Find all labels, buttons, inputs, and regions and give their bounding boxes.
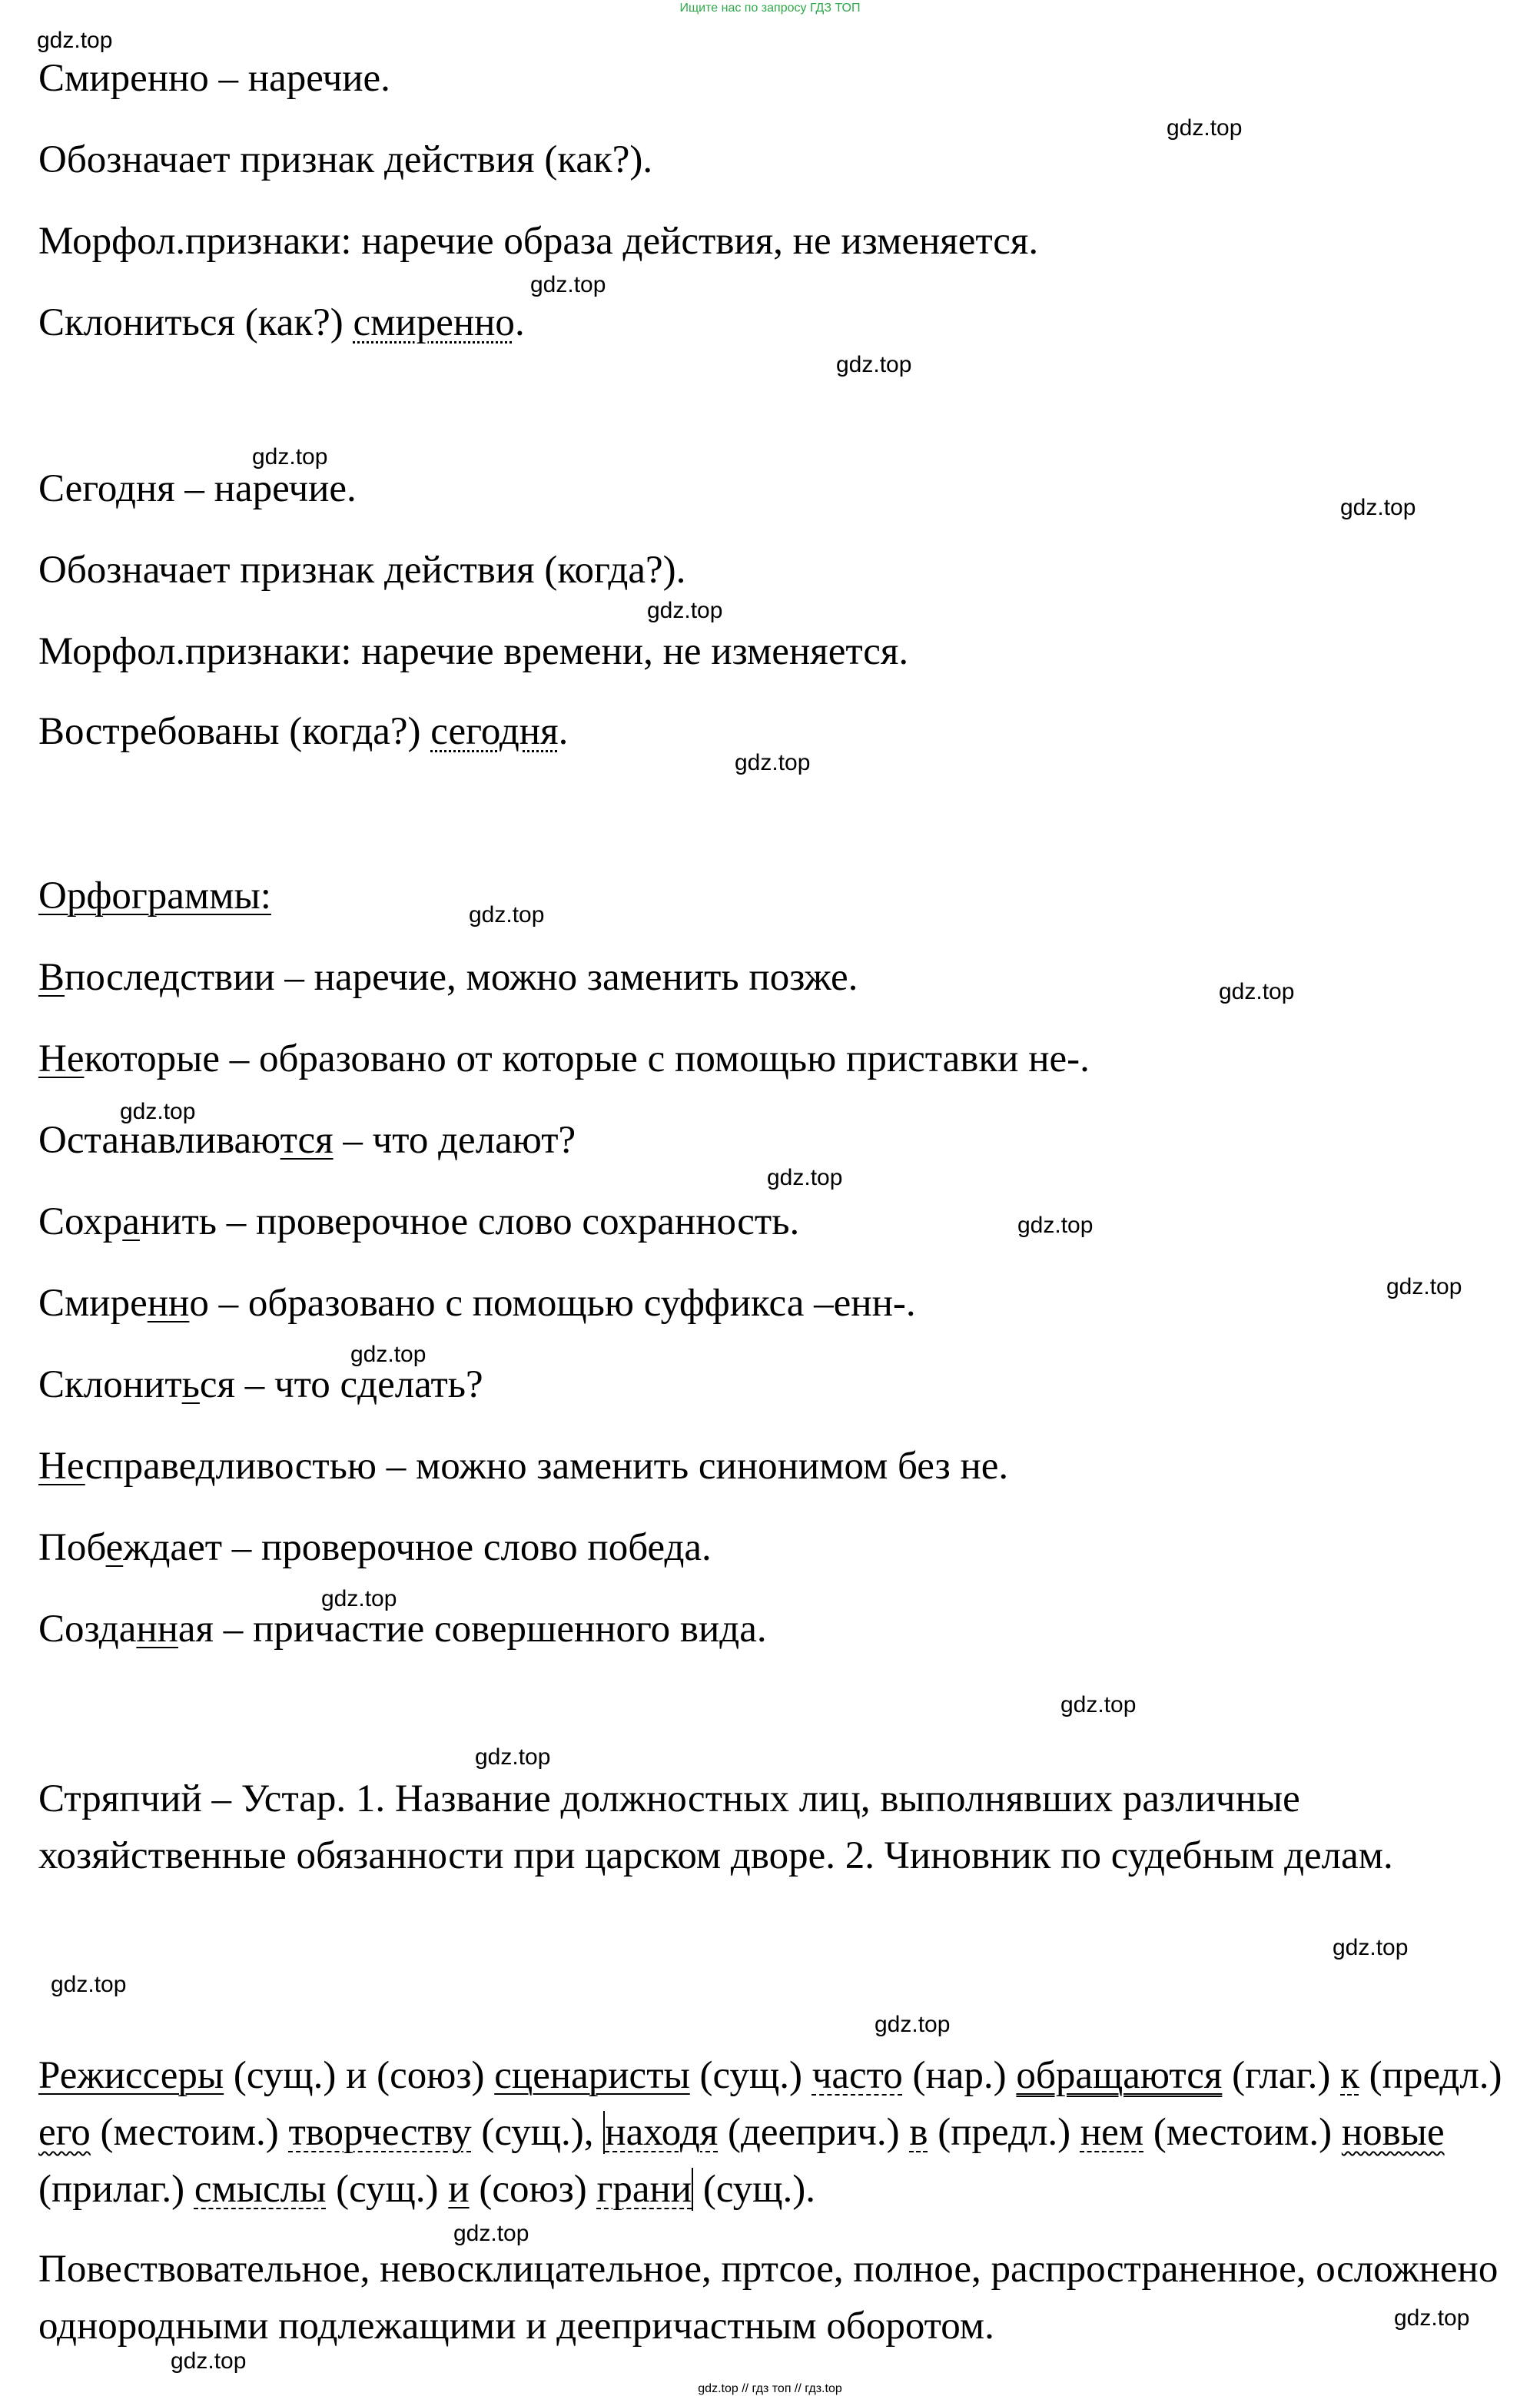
- pos-label: (сущ.): [326, 2168, 449, 2211]
- orthogram-row: [38, 1280, 916, 1326]
- pos-label: (сущ.) и (союз): [224, 2054, 495, 2097]
- pos-label: (предл.): [1359, 2054, 1502, 2097]
- watermark: gdz.top: [120, 1099, 196, 1124]
- adverbial-word: в: [909, 2111, 928, 2154]
- orthogram-mark: Не: [38, 1037, 85, 1080]
- pos-label: (дееприч.): [718, 2111, 910, 2154]
- text-segment: ая – причастие совершенного вида.: [178, 1608, 767, 1651]
- orthogram-row: [38, 1117, 576, 1163]
- text-segment: Созда: [38, 1608, 137, 1651]
- watermark: gdz.top: [836, 352, 912, 377]
- pos-label: (сущ.),: [471, 2111, 604, 2154]
- text-segment: Склонит: [38, 1363, 182, 1406]
- pos-label: (прилаг.): [38, 2168, 194, 2211]
- header-note: Ищите нас по запросу ГДЗ ТОП: [679, 2, 861, 15]
- orthogram-mark: В: [38, 956, 65, 999]
- pos-label: (сущ.).: [693, 2168, 816, 2211]
- attribute-word: новые: [1341, 2111, 1445, 2154]
- text-segment: последствии – наречие, можно заменить позже.: [65, 956, 858, 999]
- text-segment: Смире: [38, 1282, 148, 1325]
- text-segment: которые – образовано от которые с помощью приставки не-.: [84, 1037, 1090, 1080]
- watermark: gdz.top: [1333, 1935, 1409, 1960]
- adverbial-word: нем: [1080, 2111, 1144, 2154]
- definition-paragraph: Стряпчий – Устар. 1. Название должностных лиц, выполнявших различные хозяйственные обязанности при царском дворе. 2. Чиновник по судебным делам.: [38, 1777, 1393, 1877]
- text-line: Обозначает признак действия (когда?).: [38, 549, 686, 592]
- orthogram-mark: е: [105, 1526, 124, 1569]
- watermark: gdz.top: [469, 902, 545, 928]
- text-segment: – что делают?: [333, 1119, 576, 1162]
- watermark: gdz.top: [647, 598, 723, 623]
- text-segment: .: [514, 301, 525, 344]
- adverb-word: сегодня: [430, 710, 559, 753]
- watermark: gdz.top: [735, 750, 811, 775]
- watermark: gdz.top: [1219, 979, 1295, 1004]
- adverbial-word: часто: [811, 2054, 903, 2097]
- watermark: gdz.top: [530, 272, 606, 297]
- orthogram-mark: нн: [136, 1608, 178, 1651]
- text-segment: .: [558, 710, 569, 753]
- orthogram-row: [38, 1362, 483, 1408]
- orthogram-row: [38, 954, 858, 1001]
- text-segment: Склониться (как?): [38, 301, 353, 344]
- orthogram-row: [38, 1606, 767, 1652]
- object-word: грани: [596, 2168, 692, 2211]
- watermark: gdz.top: [171, 2348, 247, 2374]
- watermark: gdz.top: [1386, 1274, 1462, 1299]
- orthogram-row: [38, 1199, 799, 1245]
- pos-label: (сущ.): [689, 2054, 812, 2097]
- pos-label: (местоим.): [90, 2111, 289, 2154]
- watermark: gdz.top: [350, 1342, 426, 1367]
- watermark: gdz.top: [37, 28, 113, 53]
- object-word: смыслы: [194, 2168, 327, 2211]
- watermark: gdz.top: [1167, 115, 1243, 141]
- text-line: Сегодня – наречие.: [38, 467, 357, 510]
- text-segment: Останавливаю: [38, 1119, 280, 1162]
- watermark: gdz.top: [1340, 495, 1416, 520]
- text-segment: Поб: [38, 1526, 106, 1569]
- watermark: gdz.top: [875, 2012, 951, 2037]
- pos-label: (союз): [469, 2168, 597, 2211]
- orthogram-row: [38, 1525, 712, 1571]
- sentence-parse: [38, 2047, 1537, 2218]
- orthogram-mark: ь: [181, 1363, 200, 1406]
- text-line: Обозначает признак действия (как?).: [38, 138, 653, 181]
- pos-label: (глаг.): [1222, 2054, 1331, 2097]
- pos-label: (нар.): [902, 2054, 1017, 2097]
- watermark: gdz.top: [767, 1165, 843, 1190]
- sentence-characteristic: Повествовательное, невосклицательное, пртсое, полное, распространенное, осложнено однородными подлежащими и деепричастным оборотом.: [38, 2248, 1499, 2348]
- text-line: Смиренно – наречие.: [38, 57, 390, 100]
- watermark: gdz.top: [1060, 1692, 1137, 1717]
- footer-note: gdz.top // гдз топ // гдз.top: [698, 2382, 842, 2395]
- adverb-word: смиренно: [353, 301, 515, 344]
- object-word: творчеству: [288, 2111, 472, 2154]
- watermark: gdz.top: [1017, 1213, 1094, 1238]
- orthogram-row: [38, 1443, 1008, 1489]
- text-segment: нить – проверочное слово сохранность.: [139, 1200, 800, 1243]
- text-line: [38, 709, 568, 755]
- orthogram-row: [38, 1036, 1090, 1082]
- text-segment: ся – что сделать?: [199, 1363, 483, 1406]
- orthogram-mark: тся: [280, 1119, 334, 1162]
- watermark: gdz.top: [475, 1744, 551, 1770]
- attribute-word: его: [38, 2111, 91, 2154]
- text-line: Морфол.признаки: наречие образа действия, не изменяется.: [38, 220, 1039, 263]
- orthogram-mark: Не: [38, 1445, 85, 1488]
- orthogram-mark: нн: [147, 1282, 190, 1325]
- watermark: gdz.top: [321, 1586, 397, 1611]
- object-word: к: [1340, 2054, 1359, 2097]
- adverbial-word: находя: [605, 2111, 719, 2154]
- subject-word: Режиссеры: [38, 2054, 224, 2097]
- text-segment: о – образовано с помощью суффикса –енн-.: [189, 1282, 916, 1325]
- text-segment: Сохр: [38, 1200, 123, 1243]
- watermark: gdz.top: [453, 2221, 529, 2246]
- conjunction-word: и: [448, 2168, 470, 2211]
- text-line: Морфол.признаки: наречие времени, не изменяется.: [38, 630, 909, 673]
- watermark: gdz.top: [51, 1972, 127, 1997]
- pos-label: (предл.): [928, 2111, 1080, 2154]
- subject-word: сценаристы: [494, 2054, 690, 2097]
- section-title: [38, 873, 271, 919]
- watermark: gdz.top: [252, 444, 328, 470]
- pos-label: (местоим.): [1153, 2111, 1342, 2154]
- section-title-text: Орфограммы:: [38, 874, 271, 918]
- predicate-word: обращаются: [1016, 2054, 1223, 2097]
- orthogram-mark: а: [122, 1200, 140, 1243]
- text-line: [38, 300, 525, 346]
- text-segment: Востребованы (когда?): [38, 710, 431, 753]
- text-segment: справедливостью – можно заменить синонимом без не.: [85, 1445, 1009, 1488]
- watermark: gdz.top: [1394, 2305, 1470, 2331]
- text-segment: ждает – проверочное слово победа.: [123, 1526, 712, 1569]
